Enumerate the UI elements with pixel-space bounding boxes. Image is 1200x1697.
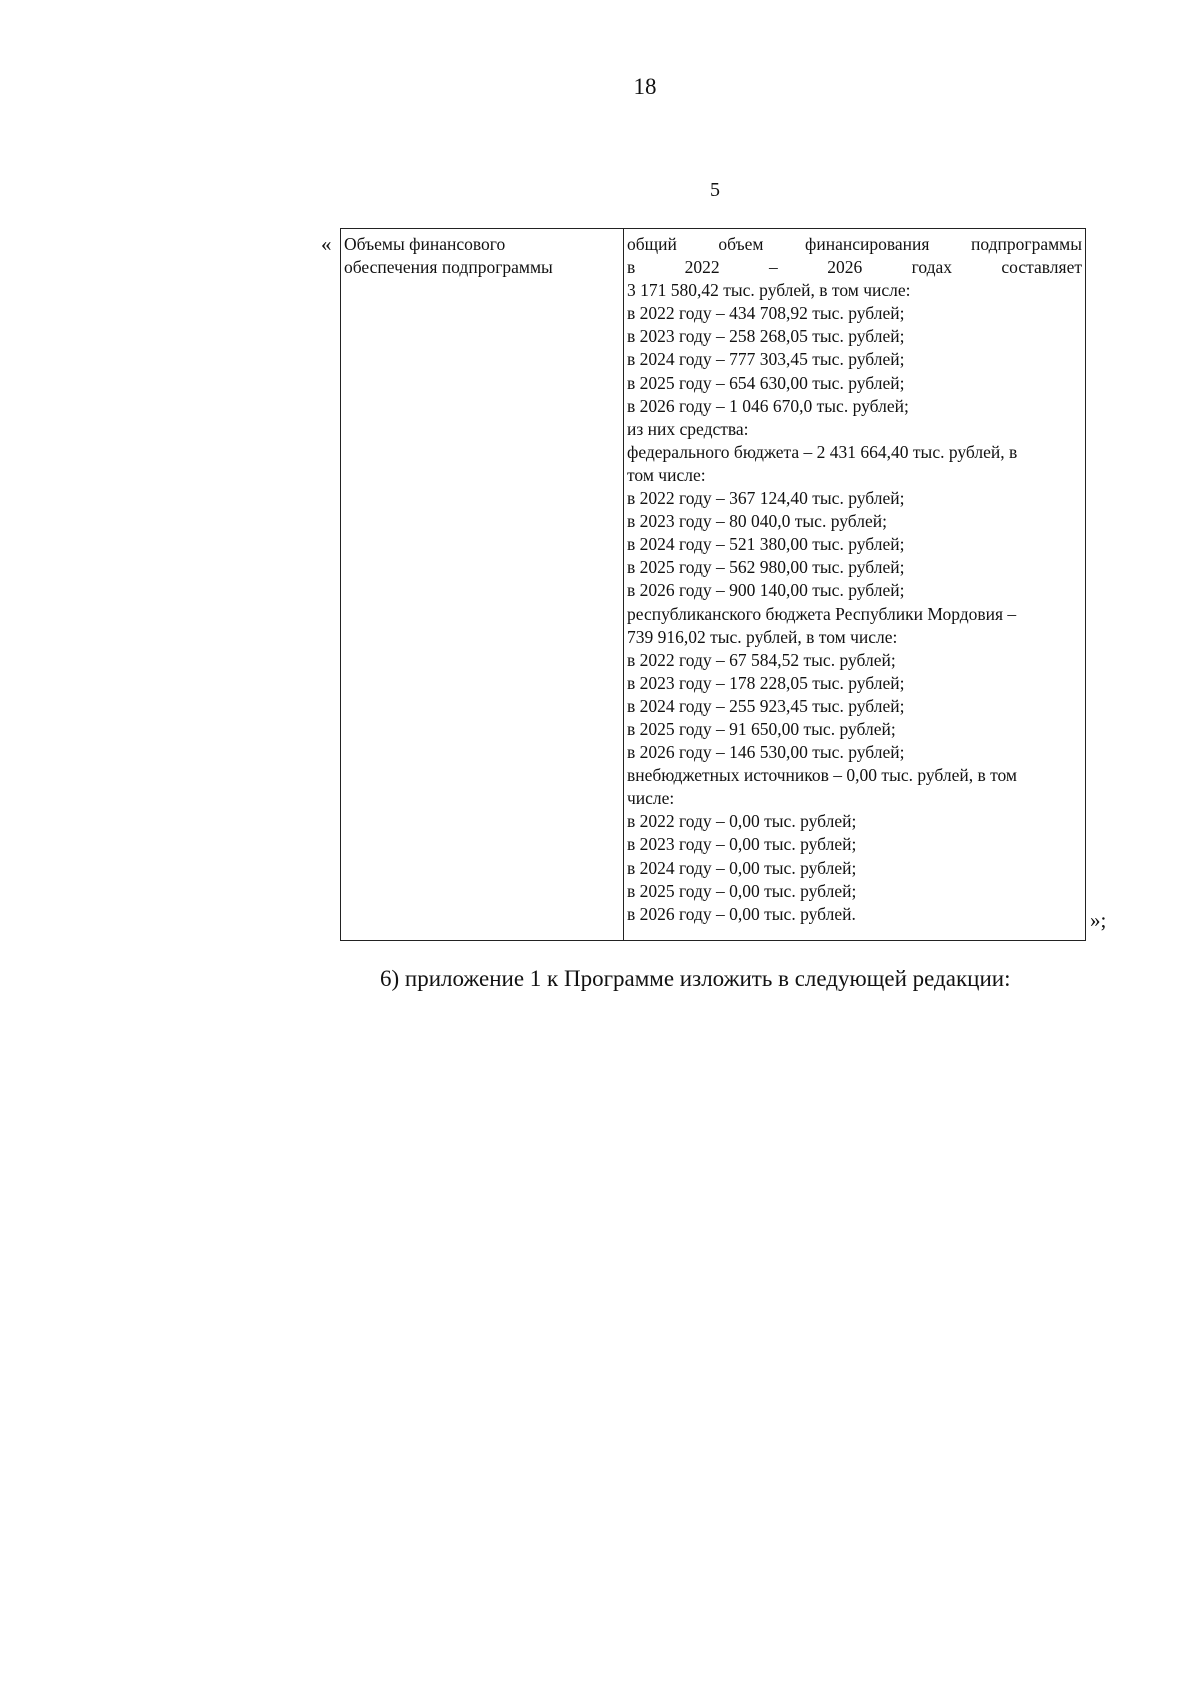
finance-line: республиканского бюджета Республики Мордовия – xyxy=(627,603,1017,624)
sub-page-number: 5 xyxy=(710,179,720,201)
finance-line: в 2023 году – 258 268,05 тыс. рублей; xyxy=(627,326,905,347)
page-number: 18 xyxy=(633,74,657,99)
finance-cell xyxy=(624,229,1086,941)
label-line: Объемы финансового xyxy=(344,234,506,254)
finance-line: в 2025 году – 0,00 тыс. рублей; xyxy=(627,880,857,901)
label-line: обеспечения подпрограммы xyxy=(344,257,553,278)
finance-line: в 2022 – 2026 годах составляет xyxy=(627,257,1082,278)
finance-line: в 2023 году – 0,00 тыс. рублей; xyxy=(627,834,857,855)
finance-line: в 2022 году – 0,00 тыс. рублей; xyxy=(627,811,857,832)
finance-line: в 2026 году – 900 140,00 тыс. рублей; xyxy=(627,580,905,601)
finance-line: из них средства: xyxy=(627,418,749,439)
finance-line: в 2022 году – 367 124,40 тыс. рублей; xyxy=(627,488,905,509)
finance-line: в 2025 году – 562 980,00 тыс. рублей; xyxy=(627,557,905,578)
finance-line: федерального бюджета – 2 431 664,40 тыс. рублей, в xyxy=(627,441,1018,462)
open-quote: « xyxy=(321,232,332,256)
finance-line: том числе: xyxy=(627,464,706,485)
amendment-paragraph: 6) приложение 1 к Программе изложить в следующей редакции: xyxy=(380,966,1011,991)
finance-line: в 2023 году – 178 228,05 тыс. рублей; xyxy=(627,672,905,693)
finance-line: общий объем финансирования подпрограммы xyxy=(627,234,1082,254)
finance-line: в 2022 году – 67 584,52 тыс. рублей; xyxy=(627,649,896,670)
label-cell xyxy=(341,229,624,941)
finance-line: в 2024 году – 0,00 тыс. рублей; xyxy=(627,857,857,878)
finance-line: в 2026 году – 146 530,00 тыс. рублей; xyxy=(627,742,905,763)
financing-table xyxy=(340,228,1086,941)
finance-line: 3 171 580,42 тыс. рублей, в том числе: xyxy=(627,280,911,301)
finance-line: 739 916,02 тыс. рублей, в том числе: xyxy=(627,626,898,647)
finance-line: в 2026 году – 1 046 670,0 тыс. рублей; xyxy=(627,395,909,416)
finance-line: в 2023 году – 80 040,0 тыс. рублей; xyxy=(627,511,887,532)
table-row xyxy=(341,229,1086,941)
finance-line: в 2024 году – 521 380,00 тыс. рублей; xyxy=(627,534,905,555)
finance-line: числе: xyxy=(627,788,675,809)
finance-line: в 2025 году – 91 650,00 тыс. рублей; xyxy=(627,718,896,739)
finance-line: в 2026 году – 0,00 тыс. рублей. xyxy=(627,903,856,924)
close-quote: »; xyxy=(1090,908,1107,932)
finance-line: в 2024 году – 777 303,45 тыс. рублей; xyxy=(627,349,905,370)
finance-line: в 2025 году – 654 630,00 тыс. рублей; xyxy=(627,372,905,393)
finance-line: внебюджетных источников – 0,00 тыс. рублей, в том xyxy=(627,765,1018,786)
finance-line: в 2024 году – 255 923,45 тыс. рублей; xyxy=(627,695,905,716)
finance-line: в 2022 году – 434 708,92 тыс. рублей; xyxy=(627,303,905,324)
